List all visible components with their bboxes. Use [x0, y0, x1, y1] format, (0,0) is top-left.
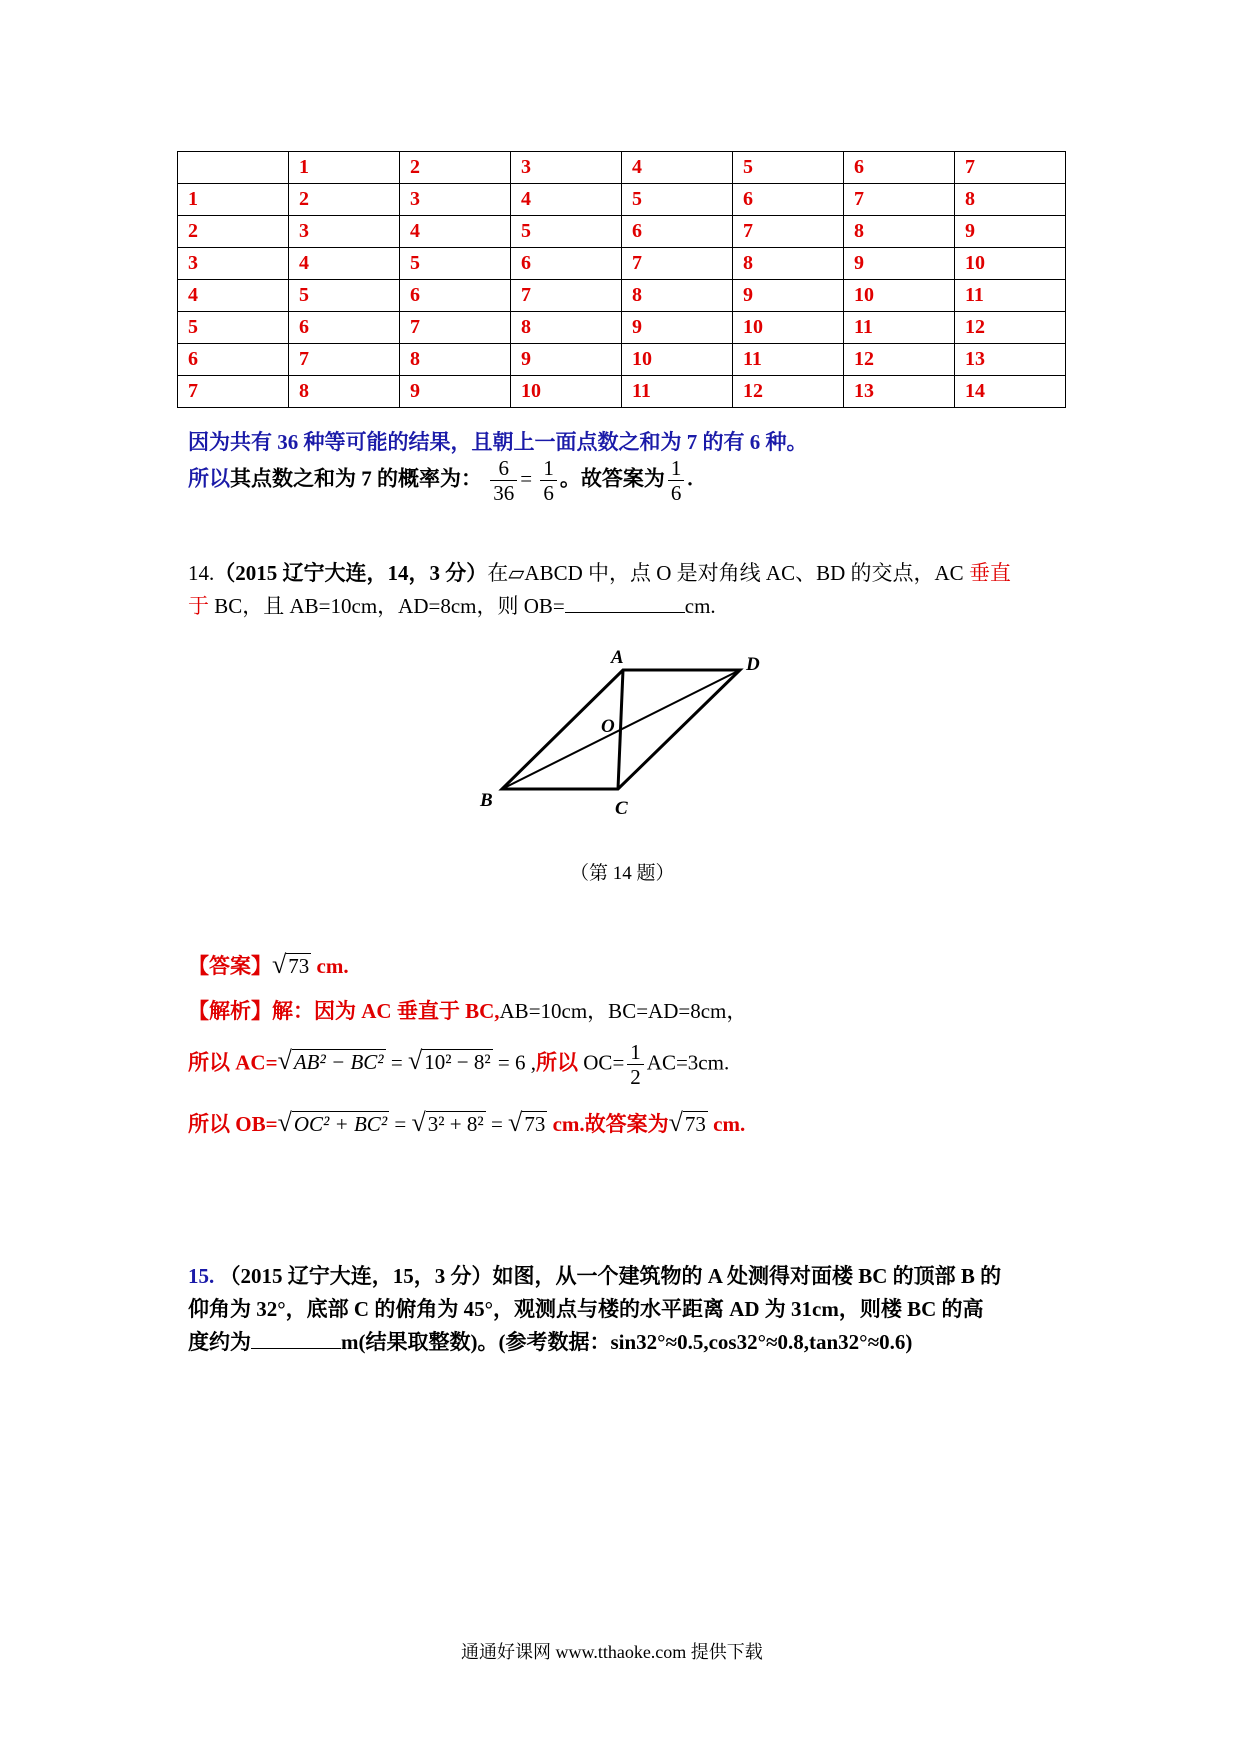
table-cell: 13: [955, 344, 1066, 376]
table-cell: 8: [400, 344, 511, 376]
table-cell: 10: [622, 344, 733, 376]
fraction-answer: $\frac{1}{6}$: [668, 456, 685, 505]
table-cell: 3: [178, 248, 289, 280]
table-cell: 4: [178, 280, 289, 312]
table-cell: 9: [511, 344, 622, 376]
table-cell: 5: [289, 280, 400, 312]
table-cell: 12: [844, 344, 955, 376]
label-o: O: [601, 716, 615, 737]
table-cell: 8: [511, 312, 622, 344]
sqrt-oc2-bc2: √OC² + BC²: [277, 1108, 388, 1137]
table-row: [178, 216, 1066, 248]
table-cell: 11: [844, 312, 955, 344]
sqrt-73: √73: [272, 950, 310, 979]
sqrt-3-8: √3² + 8²: [411, 1108, 484, 1137]
table-cell: 3: [511, 152, 622, 184]
table-cell: 9: [955, 216, 1066, 248]
table-cell: 10: [955, 248, 1066, 280]
table-cell: 11: [955, 280, 1066, 312]
table-cell: 5: [622, 184, 733, 216]
fraction-6-36: $\frac{6}{36}$: [490, 456, 517, 505]
q13-line1: 因为共有 36 种等可能的结果，且朝上一面点数之和为 7 的有 6 种。: [188, 430, 808, 454]
table-cell: 8: [955, 184, 1066, 216]
table-cell: 11: [733, 344, 844, 376]
analysis-tag: 【解析】: [188, 999, 272, 1023]
table-row: [178, 280, 1066, 312]
q13-answer-text: 。故答案为: [559, 466, 665, 491]
table-cell: 4: [400, 216, 511, 248]
table-cell: 6: [733, 184, 844, 216]
table-row: [178, 152, 1066, 184]
label-c: C: [615, 798, 628, 819]
fraction-1-2: $\frac{1}{2}$: [627, 1040, 644, 1089]
table-cell: 9: [733, 280, 844, 312]
figure-caption: （第 14 题）: [570, 863, 675, 884]
parallelogram-diagram: [460, 640, 780, 825]
table-cell: 6: [289, 312, 400, 344]
table-cell: 4: [622, 152, 733, 184]
table-cell: 7: [511, 280, 622, 312]
footer: 通通好课网 www.tthaoke.com 提供下载: [461, 1642, 763, 1662]
table-cell: 6: [400, 280, 511, 312]
q14-question-line1: 14.（2015 辽宁大连，14，3 分）在▱ABCD 中，点 O 是对角线 AC、BD 的交点，AC 垂直: [188, 561, 1011, 585]
table-cell: 6: [622, 216, 733, 248]
table-row: [178, 248, 1066, 280]
table-cell: 2: [178, 216, 289, 248]
table-cell: 8: [844, 216, 955, 248]
q14-answer: 【答案】√73 cm.: [188, 950, 349, 979]
table-cell: 7: [844, 184, 955, 216]
q15-line1: 15. （2015 辽宁大连，15，3 分）如图，从一个建筑物的 A 处测得对面楼 BC 的顶部 B 的: [188, 1264, 1002, 1288]
table-cell: 8: [289, 376, 400, 408]
table-cell: 4: [511, 184, 622, 216]
q15-number: 15.: [188, 1264, 215, 1288]
q14-analysis-ob: 所以 OB=√OC² + BC² = √3² + 8² = √73 cm.故答案为√73 cm.: [188, 1108, 746, 1137]
table-cell: 10: [733, 312, 844, 344]
table-cell: 5: [511, 216, 622, 248]
table-cell: 7: [178, 376, 289, 408]
table-cell: 7: [400, 312, 511, 344]
table-cell: 3: [400, 184, 511, 216]
table-cell: 7: [289, 344, 400, 376]
table-cell: 8: [733, 248, 844, 280]
table-cell: [178, 152, 289, 184]
q13-line2: 所以其点数之和为 7 的概率为： $\frac{6}{36}$ = $\frac{1}{6}$ 。故答案为 $\frac{1}{6}$ .: [188, 456, 693, 505]
table-cell: 4: [289, 248, 400, 280]
label-b: B: [480, 790, 493, 811]
table-cell: 7: [955, 152, 1066, 184]
table-cell: 1: [289, 152, 400, 184]
table-cell: 1: [178, 184, 289, 216]
table-cell: 7: [733, 216, 844, 248]
table-cell: 6: [844, 152, 955, 184]
label-a: A: [611, 647, 624, 668]
table-cell: 9: [844, 248, 955, 280]
q14-question-line2: 于 BC，且 AB=10cm，AD=8cm，则 OB= cm.: [188, 594, 716, 618]
table-cell: 8: [622, 280, 733, 312]
sqrt-73-result: √73: [508, 1108, 546, 1137]
label-d: D: [746, 654, 760, 675]
table-cell: 5: [178, 312, 289, 344]
table-row: [178, 184, 1066, 216]
table-cell: 3: [289, 216, 400, 248]
sqrt-10-8: √10² − 8²: [407, 1046, 491, 1076]
sqrt-73-final: √73: [668, 1108, 706, 1137]
fraction-1-6: $\frac{1}{6}$: [540, 456, 557, 505]
table-cell: 6: [178, 344, 289, 376]
q14-analysis-line1: 【解析】解：因为 AC 垂直于 BC,AB=10cm，BC=AD=8cm，: [188, 999, 748, 1023]
table-cell: 6: [511, 248, 622, 280]
table-cell: 13: [844, 376, 955, 408]
table-cell: 10: [511, 376, 622, 408]
parallelogram-symbol: ▱ABCD: [508, 561, 583, 585]
q15-line2: 仰角为 32°，底部 C 的俯角为 45°，观测点与楼的水平距离 AD 为 31cm，则楼 BC 的高: [188, 1297, 984, 1321]
table-row: [178, 312, 1066, 344]
table-cell: 9: [400, 376, 511, 408]
table-cell: 12: [733, 376, 844, 408]
answer-blank[interactable]: [565, 594, 685, 613]
table-cell: 9: [622, 312, 733, 344]
q14-analysis-ac: 所以 AC=√AB² − BC² = √10² − 8² = 6 ,所以 OC= $\frac{1}{2}$ AC=3cm.: [188, 1040, 730, 1089]
table-row: [178, 376, 1066, 408]
table-cell: 10: [844, 280, 955, 312]
sum-table: [177, 151, 1066, 408]
table-row: [178, 344, 1066, 376]
q13-so: 所以: [188, 466, 230, 491]
table-cell: 2: [400, 152, 511, 184]
q14-source: （2015 辽宁大连，14，3 分）: [214, 561, 488, 585]
table-cell: 5: [400, 248, 511, 280]
table-cell: 11: [622, 376, 733, 408]
table-cell: 7: [622, 248, 733, 280]
table-cell: 12: [955, 312, 1066, 344]
answer-tag: 【答案】: [188, 954, 272, 978]
q15-answer-blank[interactable]: [251, 1330, 341, 1349]
sqrt-ab2-bc2: √AB² − BC²: [277, 1046, 384, 1076]
table-cell: 2: [289, 184, 400, 216]
q15-line3: 度约为 m(结果取整数)。(参考数据：sin32°≈0.5,cos32°≈0.8,tan32°≈0.6): [188, 1330, 913, 1354]
table-cell: 14: [955, 376, 1066, 408]
q13-prob-text: 其点数之和为 7 的概率为：: [230, 466, 482, 491]
table-cell: 5: [733, 152, 844, 184]
